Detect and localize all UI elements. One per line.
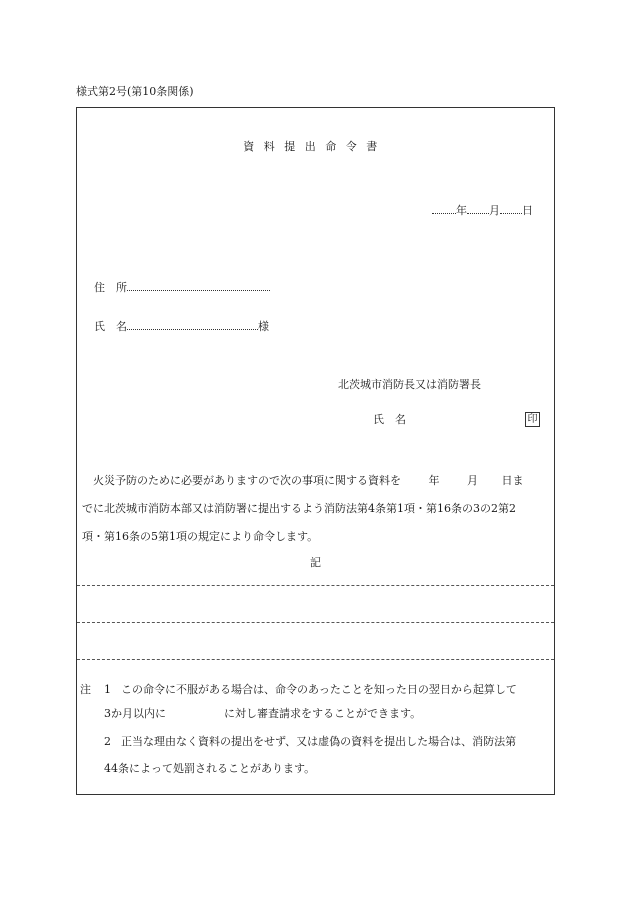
name-field[interactable] xyxy=(127,319,258,330)
note-1-number: 1 xyxy=(104,683,111,696)
month-blank[interactable] xyxy=(467,203,489,214)
form-number-label: 様式第2号(第10条関係) xyxy=(76,85,194,98)
honorific: 様 xyxy=(258,320,269,333)
issuer-title: 北茨城市消防長又は消防署長 xyxy=(338,378,481,391)
recipient-address-row xyxy=(94,280,270,295)
body-year: 年 xyxy=(428,474,440,487)
seal-mark: 印 xyxy=(525,412,540,427)
body-day: 日ま xyxy=(501,474,524,487)
item-line-1[interactable] xyxy=(77,585,554,586)
note-2-line-2: 44条によって処罰されることがあります。 xyxy=(104,762,316,775)
item-line-3[interactable] xyxy=(77,659,554,660)
year-label: 年 xyxy=(456,204,467,217)
address-label: 住 所 xyxy=(94,281,127,294)
date-field xyxy=(432,203,533,218)
document-title: 資料提出命令書 xyxy=(243,140,387,153)
day-blank[interactable] xyxy=(500,203,522,214)
month-label: 月 xyxy=(489,204,500,217)
item-line-2[interactable] xyxy=(77,622,554,623)
body-line-2: でに北茨城市消防本部又は消防署に提出するよう消防法第4条第1項・第16条の3の2第2 xyxy=(82,502,516,515)
address-field[interactable] xyxy=(127,280,270,291)
note-prefix: 注 xyxy=(80,683,91,696)
note-1-line-2: 3か月以内に に対し審査請求をすることができます。 xyxy=(104,707,422,720)
body-line-3: 項・第16条の5第1項の規定により命令します。 xyxy=(82,530,319,543)
note-2-line-1: 正当な理由なく資料の提出をせず、又は虚偽の資料を提出した場合は、消防法第 xyxy=(121,735,517,748)
name-label: 氏 名 xyxy=(94,320,127,333)
year-blank[interactable] xyxy=(432,203,456,214)
day-label: 日 xyxy=(522,204,533,217)
body-line-1: 火災予防のために必要がありますので次の事項に関する資料を 年 月 日ま xyxy=(93,474,524,487)
body-month: 月 xyxy=(467,474,478,487)
issuer-name-label: 氏 名 xyxy=(373,413,406,426)
ki-heading: 記 xyxy=(310,556,321,569)
note-2-number: 2 xyxy=(104,735,111,748)
note-1-line-1: この命令に不服がある場合は、命令のあったことを知った日の翌日から起算して xyxy=(121,683,517,696)
recipient-name-row xyxy=(94,319,269,334)
